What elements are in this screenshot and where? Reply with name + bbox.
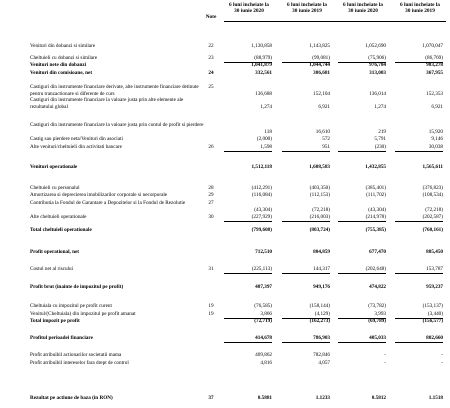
subtotal-rule — [282, 151, 330, 152]
row-value: 9,146 — [431, 136, 443, 142]
row-label: Rezultat pe actiune de baza (in RON) — [30, 395, 113, 401]
row-label: Alte cheltuieli operationale — [30, 214, 87, 220]
row-label: Costul net al riscului — [30, 266, 74, 272]
header-col-h1-2019-line2: 30 iunie 2019 — [292, 8, 322, 15]
row-note: 29 — [208, 192, 214, 198]
subtotal-rule — [224, 151, 272, 152]
subtotal-rule — [338, 221, 386, 222]
row-value: 1,044,744 — [309, 62, 330, 68]
header-col-bank-2019 — [395, 2, 445, 15]
header-col-bank-2019-line2: 30 iunie 2019 — [405, 8, 435, 15]
row-value: (86,769) — [425, 55, 443, 61]
header-col-bank-2019-line1: 6 luni incheiate la — [400, 2, 440, 8]
row-label: Cheltuieli cu personalul — [30, 185, 80, 191]
row-value: 712,510 — [255, 249, 272, 255]
row-value: (755,385) — [365, 227, 386, 233]
row-value: 1.1233 — [315, 395, 330, 401]
row-note: 26 — [208, 144, 214, 150]
subtotal-rule — [224, 221, 272, 222]
row-value: 118 — [264, 128, 272, 135]
row-value: 313,003 — [369, 70, 386, 76]
header-col-h1-2019 — [282, 2, 332, 15]
row-label: Profit atribuibil actionarilor societatii mama — [30, 352, 122, 358]
header-col-bank-2020-line1: 6 luni incheiate la — [343, 2, 383, 8]
row-value: 1,041,879 — [251, 62, 272, 68]
row-value: (202,587) — [422, 214, 443, 220]
row-value: 1.1518 — [428, 395, 443, 401]
row-value: 1,608,583 — [309, 164, 330, 170]
subtotal-rule — [338, 318, 386, 319]
row-label: Total impozit pe profit — [30, 318, 80, 324]
row-note: 31 — [208, 266, 214, 272]
row-note: 28 — [208, 185, 214, 191]
header-col-h1-2019-line1: 6 luni incheiate la — [287, 2, 327, 8]
row-value: 677,470 — [369, 249, 386, 255]
row-value: 6,921 — [431, 103, 443, 110]
row-value: 487,397 — [255, 284, 272, 290]
row-label: Venituri din comisioane, net — [30, 70, 93, 76]
row-value: 804,859 — [313, 249, 330, 255]
row-value: (43,304) — [254, 206, 272, 213]
subtotal-rule — [224, 318, 272, 319]
row-value: (156,577) — [422, 318, 443, 324]
row-value: (760,161) — [422, 227, 443, 233]
row-value: 1,598 — [260, 144, 272, 150]
row-value: (385,401) — [365, 185, 386, 191]
total-rule — [338, 342, 386, 343]
row-value: (214,978) — [365, 214, 386, 220]
row-value: (69,789) — [368, 318, 386, 324]
row-value: 405,033 — [369, 335, 386, 341]
row-value: 474,822 — [369, 284, 386, 290]
row-value: 805,450 — [426, 249, 443, 255]
row-label: Amortizarea si deprecierea imobilizarilor corporale si necorporale — [30, 192, 168, 198]
row-label: Contributia la Fondul de Garantare a Depozitelor si la Fondul de Rezolutie — [30, 200, 186, 206]
row-label: Venituri operationale — [30, 164, 78, 170]
row-value: 4,057 — [318, 360, 330, 366]
row-label: Venituri din dobanzi si similare — [30, 43, 96, 49]
row-value: 153,787 — [426, 266, 443, 272]
row-label: Total cheltuieli operationale — [30, 227, 92, 233]
row-note: 27 — [208, 200, 214, 206]
row-value: 409,862 — [255, 352, 272, 358]
subtotal-rule — [338, 273, 386, 274]
row-value: 136,688 — [255, 90, 272, 97]
row-value: (111,702) — [366, 192, 386, 198]
row-value: (116,084) — [251, 192, 272, 198]
row-label: Cheltuiala cu impozitul pe profit curent — [30, 303, 112, 309]
row-value: 414,678 — [255, 335, 272, 341]
row-value: 332,561 — [255, 70, 272, 76]
subtotal-rule — [282, 221, 330, 222]
total-rule — [282, 342, 330, 343]
subtotal-rule — [395, 318, 443, 319]
row-value: 782,846 — [313, 352, 330, 358]
header-col-h1-2020 — [224, 2, 274, 15]
row-label: Castig sau pierdere neta/Venituri din asociati — [30, 136, 123, 142]
row-value: (202,648) — [365, 266, 386, 272]
row-value: 30,038 — [428, 144, 443, 150]
row-value: 15,920 — [428, 128, 443, 135]
row-value: 1,052,690 — [365, 43, 386, 49]
row-value: 6,921 — [318, 103, 330, 110]
row-label: Castiguri din instrumente financiare la valoare justa prin contul de profit si pierdere — [30, 122, 204, 128]
row-label: Profitul perioadei financiare — [30, 335, 93, 341]
row-value: 1,274 — [374, 103, 386, 110]
row-value: (76,585) — [254, 303, 272, 309]
row-value: 144,317 — [313, 266, 330, 272]
row-value: (153,137) — [422, 303, 443, 309]
row-note: 19 — [208, 311, 214, 317]
row-value: - — [384, 352, 386, 358]
subtotal-rule — [224, 62, 272, 63]
row-value: 152,104 — [313, 90, 330, 97]
row-value: 1,070,047 — [422, 43, 443, 49]
row-value: 3,866 — [260, 311, 272, 317]
row-value: 959,237 — [426, 284, 443, 290]
header-col-bank-2020-line2: 30 iunie 2020 — [348, 8, 378, 15]
total-rule — [224, 342, 272, 343]
row-value: (158,144) — [309, 303, 330, 309]
row-value: 16,610 — [315, 128, 330, 135]
row-value: 1,274 — [260, 103, 272, 110]
row-value: (376,823) — [422, 185, 443, 191]
row-value: 0.5812 — [371, 395, 386, 401]
row-label: Castiguri din instrumente financiare la valoare justa prin alte elemente ale rezultatului global — [30, 97, 184, 110]
row-value: (2,000) — [256, 136, 272, 142]
row-value: 367,955 — [426, 70, 443, 76]
row-label: Alte venituri/cheltuieli din activitati bancare — [30, 144, 122, 150]
subtotal-rule — [395, 151, 443, 152]
row-value: 802,660 — [426, 335, 443, 341]
row-note: 22 — [208, 43, 214, 49]
row-note: 30 — [208, 214, 214, 220]
row-value: (75,906) — [368, 55, 386, 61]
row-value: 3,993 — [374, 311, 386, 317]
header-underline — [224, 21, 446, 22]
row-value: (230) — [374, 144, 386, 150]
row-value: (227,929) — [251, 214, 272, 220]
row-label: Venitul/(Cheltuiala) din impozitul pe profit amanat — [30, 311, 136, 317]
subtotal-rule — [395, 62, 443, 63]
row-value: - — [384, 360, 386, 366]
subtotal-rule — [282, 318, 330, 319]
row-value: (108,534) — [422, 192, 443, 198]
row-value: (4,129) — [314, 311, 330, 317]
row-value: 4,816 — [260, 360, 272, 366]
row-value: 0.5881 — [257, 395, 272, 401]
row-note: 37 — [208, 395, 214, 401]
row-value: 949,176 — [313, 284, 330, 290]
subtotal-rule — [395, 273, 443, 274]
subtotal-rule — [282, 273, 330, 274]
header-col-bank-2020 — [338, 2, 388, 15]
row-value: (225,113) — [251, 266, 272, 272]
row-value: (72,719) — [254, 318, 272, 324]
row-label: Cheltuieli cu dobanzi si similare — [30, 55, 98, 61]
row-value: 951 — [322, 144, 330, 150]
row-value: (88,979) — [254, 55, 272, 61]
row-value: - — [441, 352, 443, 358]
row-value: (162,273) — [309, 318, 330, 324]
subtotal-rule — [282, 62, 330, 63]
row-value: 1,143,825 — [309, 43, 330, 49]
row-value: (112,153) — [309, 192, 330, 198]
subtotal-rule — [338, 62, 386, 63]
row-value: (216,003) — [309, 214, 330, 220]
row-label: Profit atribuibil intereselor fara drept de control — [30, 360, 129, 366]
header-note: Note — [205, 14, 217, 20]
row-value: 983,278 — [426, 62, 443, 68]
row-note: 25 — [208, 84, 214, 90]
row-value: (803,724) — [309, 227, 330, 233]
row-label: Castiguri din instrumente financiare derivate, alte instrumente financiare detinute pentru tranzactionare si diferente de curs — [30, 84, 199, 97]
header-col-h1-2020-line1: 6 luni incheiate la — [229, 2, 269, 8]
row-value: 386,681 — [313, 70, 330, 76]
subtotal-rule — [395, 221, 443, 222]
row-value: 136,014 — [369, 90, 386, 97]
row-value: (72,218) — [312, 206, 330, 213]
row-label: Profit brut (inainte de impozitul pe profit) — [30, 284, 124, 290]
row-value: 219 — [378, 128, 386, 135]
row-value: - — [441, 360, 443, 366]
row-value: 1,130,858 — [251, 43, 272, 49]
row-value: 152,353 — [426, 90, 443, 97]
row-value: 572 — [322, 136, 330, 142]
row-note: 23 — [208, 55, 214, 61]
row-value: (403,350) — [309, 185, 330, 191]
row-label: Profit operational, net — [30, 249, 80, 255]
row-value: 1,565,611 — [422, 164, 443, 170]
row-value: 1,512,118 — [251, 164, 272, 170]
row-value: 786,903 — [313, 335, 330, 341]
row-value: 1,432,855 — [365, 164, 386, 170]
row-value: (99,081) — [312, 55, 330, 61]
row-label: Venituri nete din dobanzi — [30, 62, 87, 68]
row-value: (72,218) — [425, 206, 443, 213]
subtotal-rule — [224, 273, 272, 274]
row-value: 976,784 — [369, 62, 386, 68]
total-rule — [395, 342, 443, 343]
header-col-h1-2020-line2: 30 iunie 2020 — [234, 8, 264, 15]
subtotal-rule — [338, 151, 386, 152]
row-note: 24 — [208, 70, 214, 76]
row-value: (412,291) — [251, 185, 272, 191]
row-value: (799,608) — [251, 227, 272, 233]
row-note: 19 — [208, 303, 214, 309]
row-value: (3,440) — [427, 311, 443, 317]
row-value: (43,304) — [368, 206, 386, 213]
row-value: 5,791 — [374, 136, 386, 142]
row-value: (73,782) — [368, 303, 386, 309]
